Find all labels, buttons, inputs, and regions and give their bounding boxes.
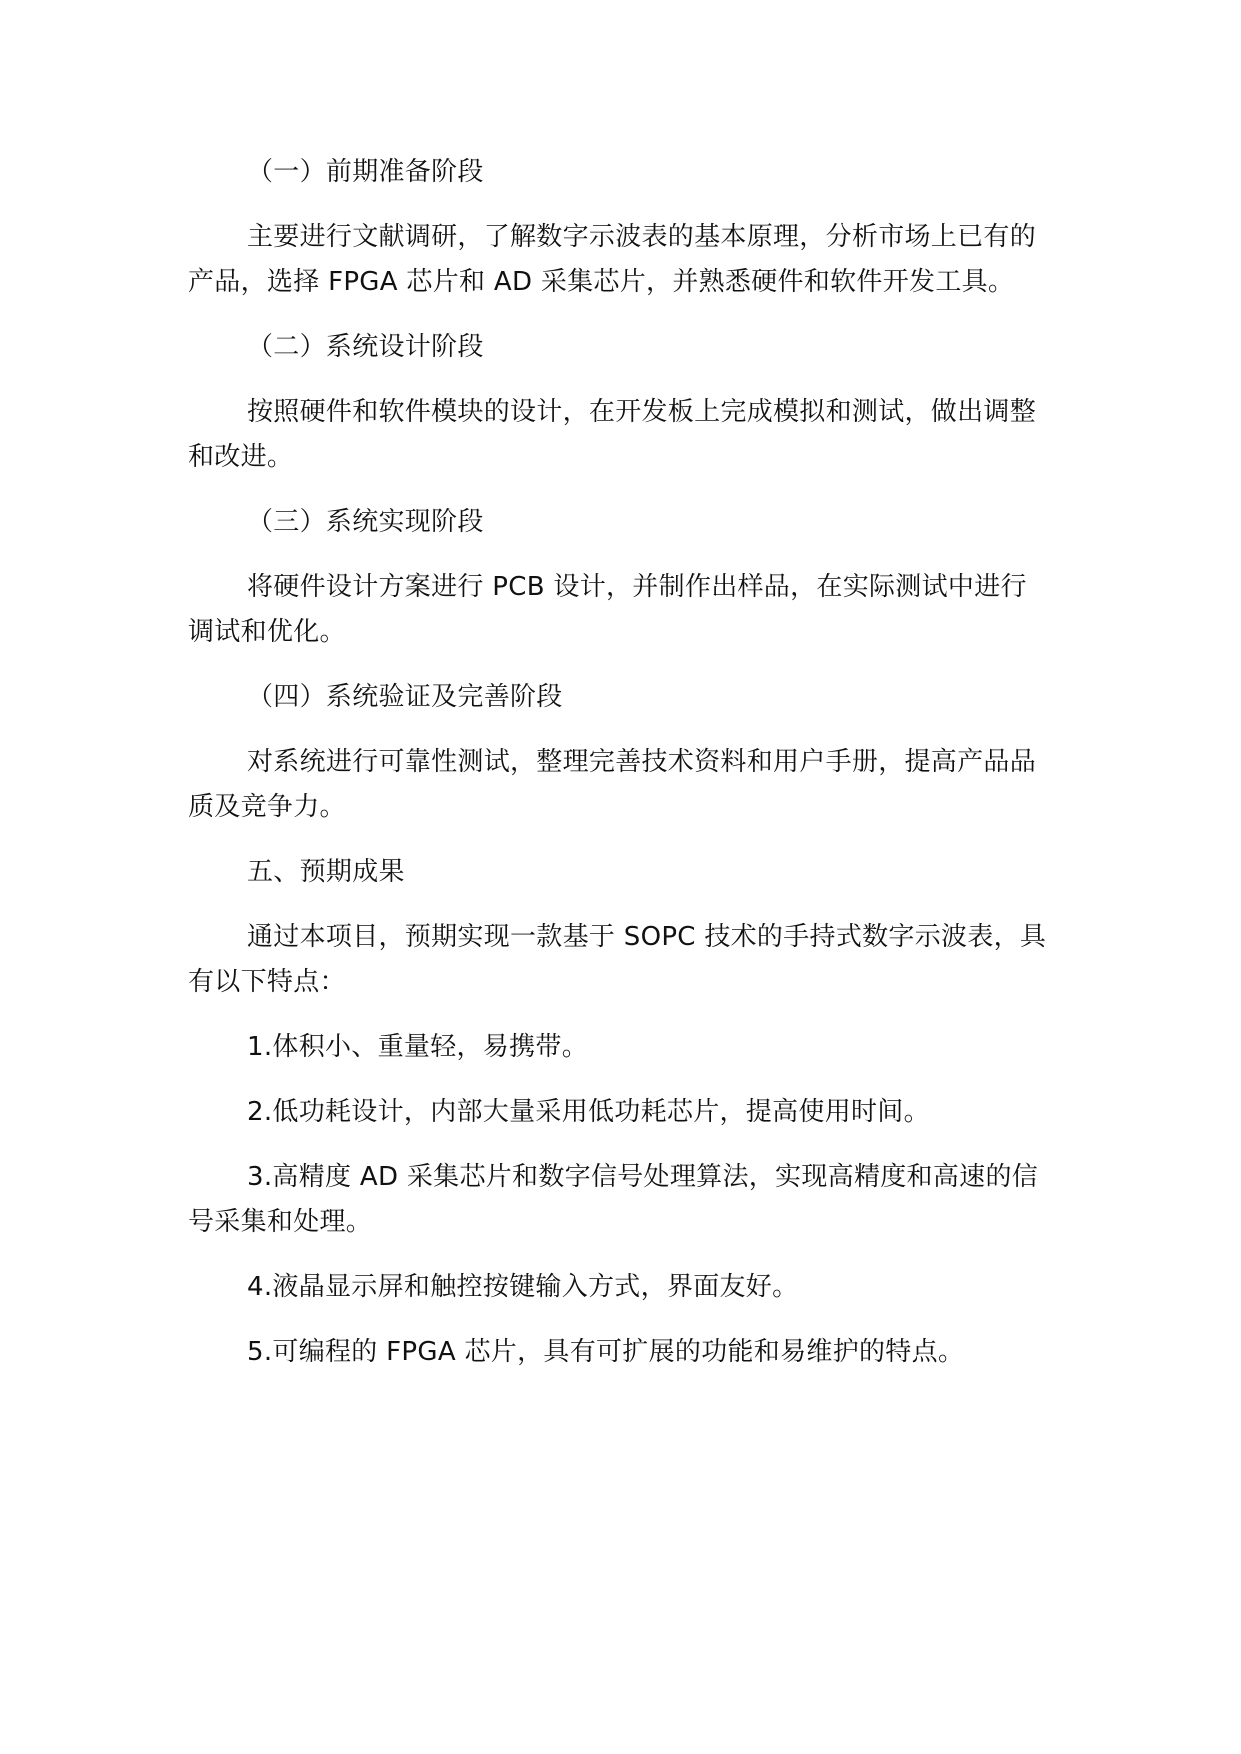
paragraph-implementation: 将硬件设计方案进行 PCB 设计，并制作出样品，在实际测试中进行调试和优化。 — [188, 572, 1027, 647]
paragraph-expected-results-intro: 通过本项目，预期实现一款基于 SOPC 技术的手持式数字示波表，具有以下特点： — [188, 922, 1047, 997]
section-heading-design: （二）系统设计阶段 — [247, 332, 484, 362]
section-heading-implementation: （三）系统实现阶段 — [247, 507, 484, 537]
paragraph-design: 按照硬件和软件模块的设计，在开发板上完成模拟和测试，做出调整和改进。 — [188, 397, 1037, 472]
section-heading-verification: （四）系统验证及完善阶段 — [247, 682, 563, 712]
feature-item-3: 3.高精度 AD 采集芯片和数字信号处理算法，实现高精度和高速的信号采集和处理。 — [188, 1162, 1039, 1237]
feature-item-4: 4.液晶显示屏和触控按键输入方式，界面友好。 — [247, 1272, 799, 1302]
paragraph-preparation: 主要进行文献调研，了解数字示波表的基本原理，分析市场上已有的产品，选择 FPGA 芯片和 AD 采集芯片，并熟悉硬件和软件开发工具。 — [188, 222, 1037, 297]
feature-item-2: 2.低功耗设计，内部大量采用低功耗芯片，提高使用时间。 — [247, 1097, 930, 1127]
document-body — [188, 150, 1053, 1395]
feature-item-5: 5.可编程的 FPGA 芯片，具有可扩展的功能和易维护的特点。 — [247, 1337, 965, 1367]
paragraph-verification: 对系统进行可靠性测试，整理完善技术资料和用户手册，提高产品品质及竞争力。 — [188, 747, 1037, 822]
section-heading-preparation: （一）前期准备阶段 — [247, 157, 484, 187]
section-heading-expected-results: 五、预期成果 — [247, 857, 405, 887]
feature-item-1: 1.体积小、重量轻，易携带。 — [247, 1032, 589, 1062]
